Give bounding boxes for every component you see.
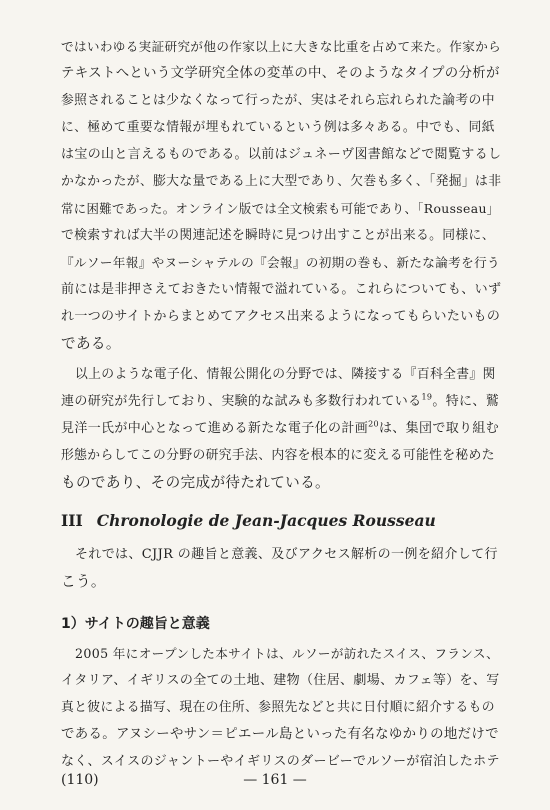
line-text: は、集団で取り組む [378, 421, 500, 436]
line-text: 連の研究が先行しており、実験的な試みも多数行われている [61, 394, 422, 409]
footnote-ref-20: 20 [368, 419, 379, 429]
text-line [61, 415, 500, 442]
footnote-ref-19: 19 [421, 392, 433, 402]
text-line: 以上のような電子化、情報公開化の分野では、隣接する『百科全書』関 [75, 367, 496, 382]
section-number: III [61, 511, 83, 530]
text-line: で検索すれば大半の関連記述を瞬時に見つけ出すことが出来る。同様に、 [61, 228, 495, 243]
text-line: ではいわゆる実証研究が他の作家以上に大きな比重を占めて来た。作家から [61, 39, 502, 54]
paragraph-1 [61, 33, 502, 357]
text-line: ものであり、その完成が待たれている。 [61, 474, 330, 491]
text-line: 常に困難であった。オンライン版では全文検索も可能であり、「Rousseau」 [61, 201, 500, 216]
section-title: Chronologie de Jean-Jacques Rousseau [96, 511, 436, 530]
text-line: は宝の山と言えるものである。以前はジュネーヴ図書館などで閲覧するし [61, 147, 502, 162]
page-number: — 161 — [243, 772, 307, 788]
paragraph-4 [61, 640, 500, 775]
text-line: 参照されることは少なくなって行ったが、実はそれら忘れられた論考の中 [61, 93, 495, 108]
text-line: れ一つのサイトからまとめてアクセス出来るようになってもらいたいもの [61, 309, 501, 324]
text-line: である。 [61, 335, 121, 352]
footer-serial-number: (110) [61, 772, 99, 788]
text-line: なく、スイスのジャントーやイギリスのダービーでルソーが宿泊したホテ [61, 754, 500, 769]
line-text: 見洋一氏が中心となって進める新たな電子化の計画 [61, 421, 369, 436]
text-line: こう。 [61, 573, 106, 590]
paragraph-2 [61, 361, 500, 496]
section-heading [61, 507, 436, 535]
subsection-heading: 1）サイトの趣旨と意義 [61, 616, 210, 632]
text-line: 形態からしてこの分野の研究手法、内容を根本的に変える可能性を秘めた [61, 448, 495, 463]
text-line: テキストへという文学研究全体の変革の中、そのようなタイプの分析が [61, 66, 500, 81]
line-text: 。特に、鷲 [432, 394, 500, 409]
text-line: である。アヌシーやサン＝ピエール島といった有名なゆかりの地だけで [61, 727, 499, 742]
text-line: 真と彼による描写、現在の住所、参照先などと共に日付順に紹介するもの [61, 700, 495, 715]
text-line: 2005 年にオープンした本サイトは、ルソーが訪れたスイス、フランス、 [75, 646, 500, 661]
text-line: それでは、CJJR の趣旨と意義、及びアクセス解析の一例を紹介して行 [75, 547, 498, 562]
text-line: イタリア、イギリスの全ての土地、建物（住居、劇場、カフェ等）を、写 [61, 673, 500, 688]
text-line: 『ルソー年報』やヌーシャテルの『会報』の初期の巻も、新たな論考を行う [61, 255, 500, 270]
text-line: かなかったが、膨大な量である上に大型であり、欠巻も多く、「発掘」は非 [61, 174, 502, 189]
text-line: 前には是非押さえておきたい情報で溢れている。これらについても、いず [61, 282, 502, 297]
paragraph-3 [61, 541, 498, 595]
text-line [61, 388, 500, 415]
text-line: に、極めて重要な情報が埋もれているという例は多々ある。中でも、同紙 [61, 120, 495, 135]
